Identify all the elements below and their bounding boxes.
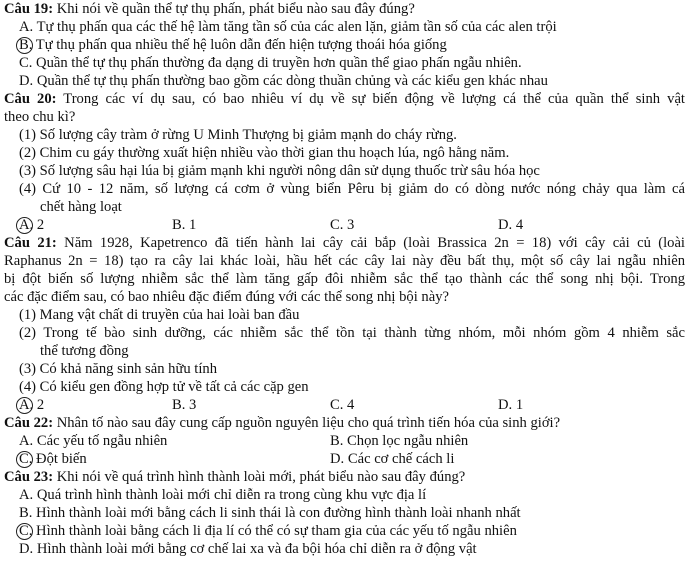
q21-stem-line-4: các đặc điểm sau, có bao nhiêu đặc điểm đúng với các thể song nhị bội này? (4, 289, 449, 305)
option-text: Đột biến (32, 451, 87, 467)
q21-stem-text: Năm 1928, Kapetrenco đã tiến hành lai cây cải bắp (loài Brassica 2n = 18) với cây cải củ (loài (56, 235, 685, 251)
option-letter: C. (330, 397, 344, 413)
q23-label: Câu 23: (4, 469, 54, 485)
q22-stem-text: Nhân tố nào sau đây cung cấp nguồn nguyên liệu cho quá trình tiến hóa của sinh giới? (53, 415, 561, 431)
q22-stem (4, 414, 560, 432)
q20-option-a[interactable] (19, 216, 44, 234)
q20-item-1: (1) Số lượng cây tràm ở rừng U Minh Thượng bị giảm mạnh do cháy rừng. (19, 127, 457, 143)
q22-label: Câu 22: (4, 415, 54, 431)
option-text: 3 (343, 217, 355, 233)
option-text: Quần thể tự thụ phấn thường đa dạng di truyền hơn quần thể giao phấn ngẫu nhiên. (32, 55, 522, 71)
q20-stem-cont: theo chu kì? (4, 109, 76, 125)
option-letter-circled: A. (19, 397, 34, 413)
option-letter-circled: C. (19, 451, 33, 467)
q21-option-a[interactable] (19, 396, 44, 414)
q20-option-d[interactable] (498, 216, 523, 234)
q23-option-a[interactable] (19, 486, 426, 504)
q19-option-d[interactable] (19, 72, 548, 90)
option-letter: C. (330, 217, 344, 233)
q21-stem-line-2: Raphanus 2n = 18) tạo ra cây lai khác loài, hầu hết các cây lai này đều bất thụ, một số cây lai ngẫu nhiên (4, 253, 685, 269)
q19-stem (4, 0, 415, 18)
option-letter-circled: B. (19, 37, 33, 53)
q23-option-b[interactable] (19, 504, 521, 522)
option-letter: A. (19, 487, 34, 503)
option-letter: B. (172, 217, 186, 233)
option-text: 2 (33, 217, 45, 233)
q23-option-c[interactable] (19, 522, 517, 540)
option-text: Tự thụ phấn qua nhiều thế hệ luôn dẫn đến hiện tượng thoái hóa giống (32, 37, 447, 53)
option-letter: D. (498, 397, 513, 413)
q20-item-3: (3) Số lượng sâu hại lúa bị giảm mạnh khi người nông dân sử dụng thuốc trừ sâu hóa học (19, 163, 540, 179)
option-text: Hình thành loài mới bằng cách li sinh thái là con đường hình thành loài nhanh nhất (32, 505, 521, 521)
q23-stem-text: Khi nói về quá trình hình thành loài mới, phát biểu nào sau đây đúng? (53, 469, 466, 485)
q19-option-a[interactable] (19, 18, 557, 36)
q20-stem-text: Trong các ví dụ sau, có bao nhiêu ví dụ về sự biến động về lượng cá thể của quần thể sinh vật (56, 91, 685, 107)
q21-item-1: (1) Mang vật chất di truyền của hai loài ban đầu (19, 307, 300, 323)
option-letter: B. (172, 397, 186, 413)
option-text: 4 (343, 397, 355, 413)
option-letter: C. (19, 55, 33, 71)
option-letter: B. (19, 505, 33, 521)
q22-option-c[interactable] (19, 450, 87, 468)
q21-option-d[interactable] (498, 396, 523, 414)
q19-option-b[interactable] (19, 36, 447, 54)
q21-item-3: (3) Có khả năng sinh sản hữu tính (19, 361, 218, 377)
option-text: 4 (512, 217, 524, 233)
option-letter: D. (19, 541, 34, 557)
q21-label: Câu 21: (4, 235, 57, 251)
q22-option-a[interactable] (19, 432, 167, 450)
q21-option-c[interactable] (330, 396, 354, 414)
q19-option-c[interactable] (19, 54, 522, 72)
option-text: Các cơ chế cách li (344, 451, 455, 467)
option-text: 2 (33, 397, 45, 413)
q22-option-b[interactable] (330, 432, 468, 450)
option-letter: D. (19, 73, 34, 89)
option-text: Các yếu tố ngẫu nhiên (33, 433, 168, 449)
option-letter: B. (330, 433, 344, 449)
option-letter-circled: A. (19, 217, 34, 233)
q20-item-4-cont: chết hàng loạt (40, 199, 122, 215)
q19-label: Câu 19: (4, 1, 54, 17)
option-text: Quần thể tự thụ phấn thường bao gồm các dòng thuần chủng và các kiểu gen khác nhau (33, 73, 548, 89)
option-letter: D. (330, 451, 345, 467)
q20-item-4: (4) Cứ 10 - 12 năm, số lượng cá cơm ở vùng biển Pêru bị giảm do có dòng nước nóng chảy qua làm cá (19, 181, 685, 197)
option-text: 1 (512, 397, 524, 413)
q21-stem-line-3: bị đột biến số lượng nhiễm sắc thể làm tăng gấp đôi nhiễm sắc thể tạo thành các thể song nhị bội. Trong (4, 271, 685, 287)
q20-stem (4, 90, 685, 108)
q20-item-2: (2) Chim cu gáy thường xuất hiện nhiều vào thời gian thu hoạch lúa, ngô hằng năm. (19, 145, 510, 161)
q20-option-c[interactable] (330, 216, 354, 234)
option-letter: A. (19, 19, 34, 35)
q21-item-4: (4) Có kiểu gen đồng hợp tử về tất cả các cặp gen (19, 379, 309, 395)
q23-option-d[interactable] (19, 540, 477, 558)
option-text: 3 (185, 397, 197, 413)
q22-option-d[interactable] (330, 450, 454, 468)
q21-item-2-cont: thể tương đồng (40, 343, 129, 359)
q21-option-b[interactable] (172, 396, 196, 414)
q19-stem-text: Khi nói về quần thể tự thụ phấn, phát biểu nào sau đây đúng? (53, 1, 415, 17)
option-letter: D. (498, 217, 513, 233)
option-letter: A. (19, 433, 34, 449)
option-letter-circled: C. (19, 523, 33, 539)
option-text: 1 (185, 217, 197, 233)
option-text: Hình thành loài bằng cách li địa lí có thể có sự tham gia của các yếu tố ngẫu nhiên (32, 523, 517, 539)
option-text: Tự thụ phấn qua các thế hệ làm tăng tần số của các alen lặn, giảm tần số của các alen trội (33, 19, 557, 35)
q20-label: Câu 20: (4, 91, 57, 107)
option-text: Quá trình hình thành loài mới chỉ diễn ra trong cùng khu vực địa lí (33, 487, 427, 503)
q21-item-2: (2) Trong tế bào sinh dưỡng, các nhiễm sắc thể tồn tại thành từng nhóm, mỗi nhóm gồm 4 nhiễm sắc (19, 325, 685, 341)
q21-stem (4, 234, 685, 252)
option-text: Hình thành loài mới bằng cơ chế lai xa và đa bội hóa chỉ diễn ra ở động vật (33, 541, 477, 557)
q23-stem (4, 468, 465, 486)
q20-option-b[interactable] (172, 216, 196, 234)
option-text: Chọn lọc ngẫu nhiên (343, 433, 469, 449)
